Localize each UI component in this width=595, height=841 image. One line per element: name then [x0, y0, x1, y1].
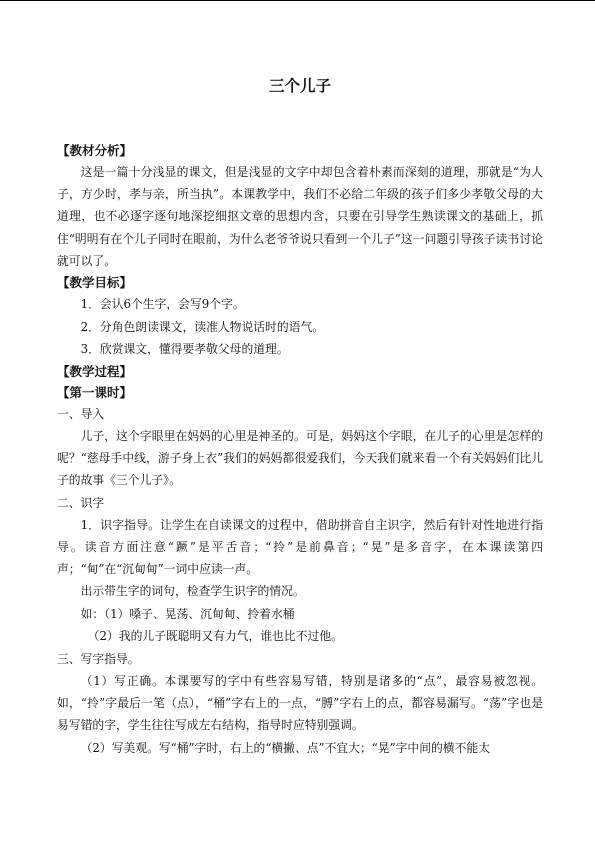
writing-paragraph-2: （2）写美观。写“桶”字时，右上的“横撇、点”不宜大；“晃”字中间的横不能太	[80, 740, 490, 755]
writing-paragraph-1: （1）写正确。本课要写的字中有些容易写错，特别是诸多的“点”，最容易被忽视。如，“拎”字最后一笔（点），“桶”字右上的一点，“膊”字右上的点，都容易漏写。“荡”字也是易写错的字，学生往往写成左右结构，指导时应特别强调。	[57, 674, 543, 733]
document-page	[57, 74, 543, 759]
literacy-paragraph-2: 出示带生字的词句，检查学生识字的情况。	[80, 584, 305, 599]
analysis-paragraph: 这是一篇十分浅显的课文，但是浅显的文字中却包含着朴素而深刻的道理，那就是“为人子，方少时，孝与亲，所当执”。本课教学中，我们不必给二年级的孩子们多少孝敬父母的大道理，也不必逐字逐句地深挖细抠文章的思想内含，只要在引导学生熟读课文的基础上，抓住“明明有在个儿子同时在眼前，为什么老爷爷说只看到一个儿子”这一问题引导孩子读书讨论就可以了。	[57, 165, 543, 268]
section-writing-title: 三、写字指导。	[57, 651, 140, 666]
literacy-example-2: （2）我的儿子既聪明又有力气，谁也比不过他。	[87, 629, 343, 644]
section-literacy-title: 二、识字	[57, 495, 105, 510]
top-rule	[0, 0, 595, 1]
heading-analysis: 【教材分析】	[57, 143, 133, 158]
goal-item-3: 3．欣赏课文，懂得要孝敬父母的道理。	[80, 342, 289, 357]
literacy-example-1: 如：（1）嗓子、晃荡、沉甸甸、拎着水桶	[80, 606, 295, 621]
heading-lesson-1: 【第一课时】	[57, 384, 133, 400]
literacy-paragraph-1: 1．识字指导。让学生在自读课文的过程中，借助拼音自主识字，然后有针对性地进行指导。读音方面注意“蹶”是平舌音；“拎”是前鼻音；“晃”是多音字，在本课读第四声；“甸”在“沉甸甸”一词中应读一声。	[57, 517, 543, 577]
document-title: 三个儿子	[268, 76, 331, 95]
goal-item-1: 1．会认6个生字，会写9个字。	[80, 297, 245, 312]
section-intro-title: 一、导入	[57, 406, 105, 421]
section-intro-paragraph: 儿子，这个字眼里在妈妈的心里是神圣的。可是，妈妈这个字眼，在儿子的心里是怎样的呢？“慈母手中线，游子身上衣”我们的妈妈都很爱我们，今天我们就来看一个有关妈妈们比儿子的故事《三个儿子》。	[57, 429, 543, 488]
heading-goals: 【教学目标】	[57, 275, 133, 291]
heading-process: 【教学过程】	[57, 363, 133, 379]
goal-item-2: 2．分角色朗读课文，读准人物说话时的语气。	[80, 319, 325, 334]
